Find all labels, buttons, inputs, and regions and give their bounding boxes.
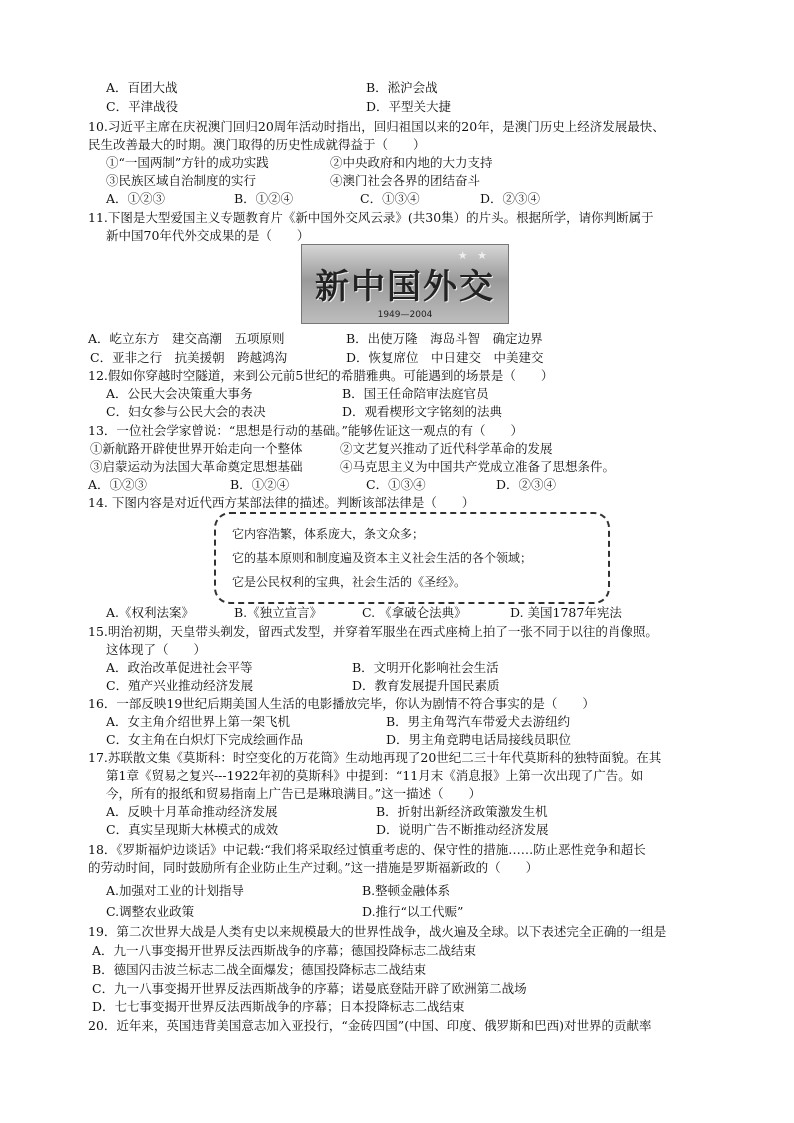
q13-option-c: C．①③④: [366, 477, 426, 492]
q18-stem-line2: 的劳动时间，同时鼓励所有企业防止生产过剩。”这一措施是罗斯福新政的（ ）: [88, 860, 539, 875]
q12-option-a: A．公民大会决策重大事务: [106, 386, 253, 401]
q10-item-2: ②中央政府和内地的大力支持: [330, 155, 493, 170]
q18-option-a: A.加强对工业的计划指导: [106, 883, 245, 898]
q9-option-b: B．淞沪会战: [366, 80, 438, 95]
q10-option-a: A．①②③: [106, 191, 166, 206]
q15-stem-line1: 15.明治初期，天皇带头剃发，留西式发型，并穿着军服坐在西式座椅上拍了一张不同于以往的肖像照。: [88, 624, 658, 639]
q19-option-a: A．九一八事变揭开世界反法西斯战争的序幕；德国投降标志二战结束: [92, 943, 477, 958]
q17-option-d: D．说明广告不断推动经济发展: [376, 822, 549, 837]
q15-option-b: B．文明开化影响社会生活: [352, 660, 499, 675]
q16-option-b: B．男主角驾汽车带爱犬去游纽约: [386, 714, 571, 729]
q17-option-c: C．真实呈现斯大林模式的成效: [106, 822, 279, 837]
q14-option-c: C. 《拿破仑法典》: [362, 605, 467, 620]
banner-years: 1949—2004: [377, 310, 433, 320]
q9-option-d: D．平型关大捷: [366, 99, 452, 114]
q11-stem-line1: 11.下图是大型爱国主义专题教育片《新中国外交风云录》(共30集）的片头。根据所学，请你判断属于: [88, 210, 654, 225]
q16-option-d: D．男主角竞聘电话局接线员职位: [386, 732, 572, 747]
q10-item-4: ④澳门社会各界的团结奋斗: [330, 173, 481, 188]
q13-option-d: D．②③④: [496, 477, 557, 492]
law-description-line1: 它内容浩繁，体系庞大，条文众多；: [232, 527, 425, 541]
q14-option-a: A.《权利法案》: [106, 605, 195, 620]
q16-option-a: A．女主角介绍世界上第一架飞机: [106, 714, 291, 729]
q11-option-c: C．亚非之行 抗美援朝 跨越鸿沟: [90, 350, 288, 365]
q11-option-d: D．恢复席位 中日建交 中美建交: [346, 350, 544, 365]
q14-option-d: D. 美国1787年宪法: [510, 605, 622, 620]
q13-option-b: B．①②④: [230, 477, 290, 492]
q18-option-c: C.调整农业政策: [106, 904, 195, 919]
q15-stem-line2: 这体现了（ ）: [106, 642, 207, 657]
q17-stem-line1: 17.苏联散文集《莫斯科：时空变化的万花筒》生动地再现了20世纪二三十年代莫斯科的独特面貌。在其: [88, 750, 662, 765]
q10-option-d: D．②③④: [480, 191, 541, 206]
q10-stem-line1: 10.习近平主席在庆祝澳门回归20周年活动时指出，回归祖国以来的20年，是澳门历史上经济发展最快、: [88, 119, 665, 134]
q16-stem: 16．一部反映19世纪后期美国人生活的电影播放完毕，你认为剧情不符合事实的是（ ）: [88, 696, 595, 711]
q17-option-a: A．反映十月革命推动经济发展: [106, 804, 278, 819]
q12-option-b: B．国王任命陪审法庭官员: [342, 386, 489, 401]
q15-option-a: A．政治改革促进社会平等: [106, 660, 253, 675]
q17-option-b: B．折射出新经济政策激发生机: [376, 804, 548, 819]
q11-stem-line2: 新中国70年代外交成果的是（ ）: [106, 228, 310, 243]
q13-option-a: A．①②③: [88, 477, 148, 492]
q10-stem-line2: 民生改善最大的时期。澳门取得的历史性成就得益于（ ）: [88, 137, 426, 152]
q19-option-c: C．九一八事变揭开世界反法西斯战争的序幕；诺曼底登陆开辟了欧洲第二战场: [92, 981, 527, 996]
law-description-line2: 它的基本原则和制度遍及资本主义社会生活的各个领域；: [232, 551, 533, 565]
q12-option-d: D．观看楔形文字铭刻的法典: [342, 404, 503, 419]
q19-stem: 19．第二次世界大战是人类有史以来规模最大的世界性战争，战火遍及全球。以下表述完全正确的一组是: [88, 924, 667, 939]
q17-stem-line2: 第1章《贸易之复兴---1922年初的莫斯科》中提到：“11月末《消息报》上第一次出现了广告。如: [106, 768, 644, 783]
law-description-line3: 它是公民权利的宝典，社会生活的《圣经》。: [232, 575, 467, 589]
q10-item-3: ③民族区域自治制度的实行: [106, 173, 257, 188]
q10-option-c: C．①③④: [360, 191, 420, 206]
documentary-title-image: [301, 244, 509, 324]
star-decoration-icon: ★ ★: [457, 249, 490, 262]
banner-title: 新中国外交: [315, 267, 495, 307]
q18-option-d: D.推行“以工代赈”: [362, 904, 464, 919]
q9-option-c: C．平津战役: [106, 99, 179, 114]
q13-item-2: ②文艺复兴推动了近代科学革命的发展: [340, 441, 553, 456]
q17-stem-line3: 今，所有的报纸和贸易指南上广告已是琳琅满目。”这一描述（ ）: [106, 786, 482, 801]
q18-stem-line1: 18．《罗斯福炉边谈话》中记载:“我们将采取经过慎重考虑的、保守性的措施……防止恶性竞争和超长: [88, 842, 646, 857]
q13-item-3: ③启蒙运动为法国大革命奠定思想基础: [90, 459, 303, 474]
q18-option-b: B.整顿金融体系: [362, 883, 451, 898]
q10-option-b: B．①②④: [234, 191, 294, 206]
q13-item-1: ①新航路开辟使世界开始走向一个整体: [90, 441, 303, 456]
q20-stem: 20．近年来，英国违背美国意志加入亚投行，“金砖四国”(中国、印度、俄罗斯和巴西)对世界的贡献率: [88, 1018, 652, 1033]
q9-option-a: A．百团大战: [106, 80, 178, 95]
q13-stem: 13．一位社会学家曾说：“思想是行动的基础。”能够佐证这一观点的有（ ）: [88, 423, 523, 438]
q19-option-b: B．德国闪击波兰标志二战全面爆发；德国投降标志二战结束: [92, 962, 427, 977]
q16-option-c: C．女主角在白炽灯下完成绘画作品: [106, 732, 304, 747]
q15-option-c: C．殖产兴业推动经济发展: [106, 678, 254, 693]
q14-stem: 14. 下图内容是对近代西方某部法律的描述。判断该部法律是（ ）: [88, 495, 475, 510]
q11-option-b: B．出使万隆 海岛斗智 确定边界: [346, 331, 543, 346]
law-description-box: [214, 512, 610, 604]
q14-option-b: B.《独立宣言》: [234, 605, 323, 620]
q12-option-c: C．妇女参与公民大会的表决: [106, 404, 266, 419]
q15-option-d: D．教育发展提升国民素质: [352, 678, 500, 693]
q13-item-4: ④马克思主义为中国共产党成立准备了思想条件。: [340, 459, 616, 474]
q19-option-d: D．七七事变揭开世界反法西斯战争的序幕；日本投降标志二战结束: [92, 999, 465, 1014]
q10-item-1: ①“一国两制”方针的成功实践: [106, 155, 269, 170]
q11-option-a: A．屹立东方 建交高潮 五项原则: [88, 331, 285, 346]
q12-stem: 12.假如你穿越时空隧道，来到公元前5世纪的希腊雅典。可能遇到的场景是（ ）: [88, 368, 554, 383]
